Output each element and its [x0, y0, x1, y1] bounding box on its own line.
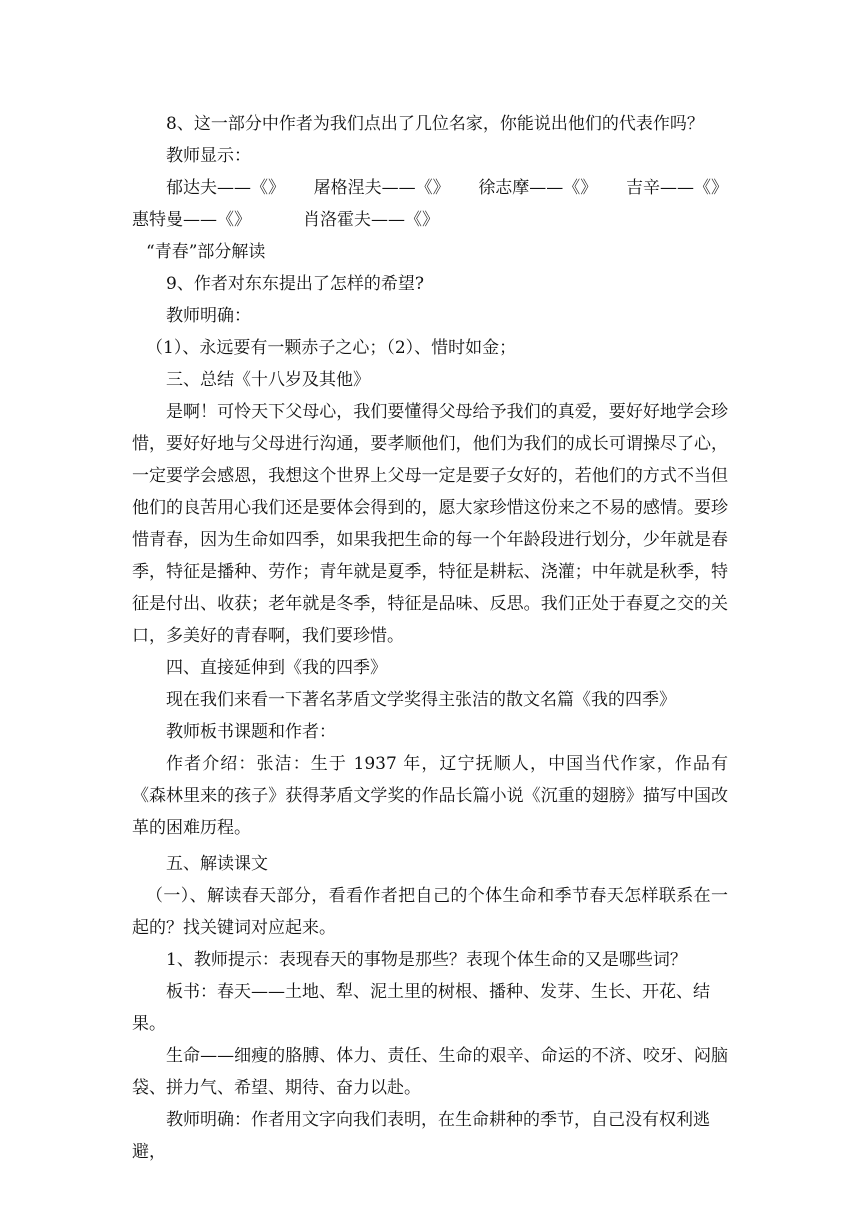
author-whitman: 惠特曼——《》 — [132, 210, 251, 230]
author-gissing: 吉辛——《》 — [625, 178, 728, 198]
author-yudafu: 郁达夫——《》 — [166, 178, 285, 198]
author-xuzhimo: 徐志摩——《》 — [478, 178, 598, 198]
hopes-line: （1）、永远要有一颗赤子之心；（2）、惜时如金； — [146, 338, 517, 358]
document-page — [132, 108, 728, 1168]
question-8: 8、这一部分中作者为我们点出了几位名家，你能说出他们的代表作吗？ — [166, 114, 704, 134]
teacher-clarify-label: 教师明确： — [166, 306, 251, 326]
intro-line: 现在我们来看一下著名茅盾文学奖得主张洁的散文名篇《我的四季》 — [166, 690, 676, 710]
board-title-line: 教师板书课题和作者： — [166, 722, 336, 742]
section-5-heading: 五、解读课文 — [166, 854, 268, 874]
teacher-final-line: 教师明确：作者用文字向我们表明，在生命耕种的季节，自己没有权利逃避， — [132, 1110, 710, 1162]
author-sholokhov: 肖洛霍夫——《》 — [303, 210, 439, 230]
authors-row-1 — [132, 172, 728, 204]
authors-row-2 — [132, 204, 728, 236]
youth-heading: “青春”部分解读 — [146, 242, 266, 262]
teacher-show-label: 教师显示： — [166, 146, 251, 166]
author-intro-paragraph: 作者介绍：张洁：生于 1937 年，辽宁抚顺人，中国当代作家，作品有《森林里来的孩子》获得茅盾文学奖的作品长篇小说《沉重的翅膀》描写中国改革的困难历程。 — [132, 754, 728, 838]
question-9: 9、作者对东东提出了怎样的希望? — [166, 274, 424, 294]
section-3-heading: 三、总结《十八岁及其他》 — [166, 370, 370, 390]
section-4-heading: 四、直接延伸到《我的四季》 — [166, 658, 387, 678]
part-1-paragraph: （一）、解读春天部分，看看作者把自己的个体生命和季节春天怎样联系在一起的？找关键词对应起来。 — [132, 886, 728, 938]
summary-paragraph: 是啊！可怜天下父母心，我们要懂得父母给予我们的真爱，要好好地学会珍惜，要好好地与父母进行沟通，要孝顺他们，他们为我们的成长可谓操尽了心，一定要学会感恩，我想这个世界上父母一定是要子女好的，若他们的方式不当但他们的良苦用心我们还是要体会得到的，愿大家珍惜这份来之不易的感情。要珍惜青春，因为生命如四季，如果我把生命的每一个年龄段进行划分，少年就是春季，特征是播种、劳作；青年就是夏季，特征是耕耘、浇灌；中年就是秋季，特征是付出、收获；老年就是冬季，特征是品味、反思。我们正处于春夏之交的关口，多美好的青春啊，我们要珍惜。 — [132, 402, 728, 646]
question-1: 1、教师提示：表现春天的事物是那些？表现个体生命的又是哪些词？ — [166, 950, 687, 970]
board-spring-line: 板书：春天——土地、犁、泥土里的树根、播种、发芽、生长、开花、结果。 — [132, 982, 710, 1034]
author-turgenev: 屠格涅夫——《》 — [313, 178, 450, 198]
board-life-paragraph: 生命——细瘦的胳膊、体力、责任、生命的艰辛、命运的不济、咬牙、闷脑袋、拼力气、希望、期待、奋力以赴。 — [132, 1046, 728, 1098]
